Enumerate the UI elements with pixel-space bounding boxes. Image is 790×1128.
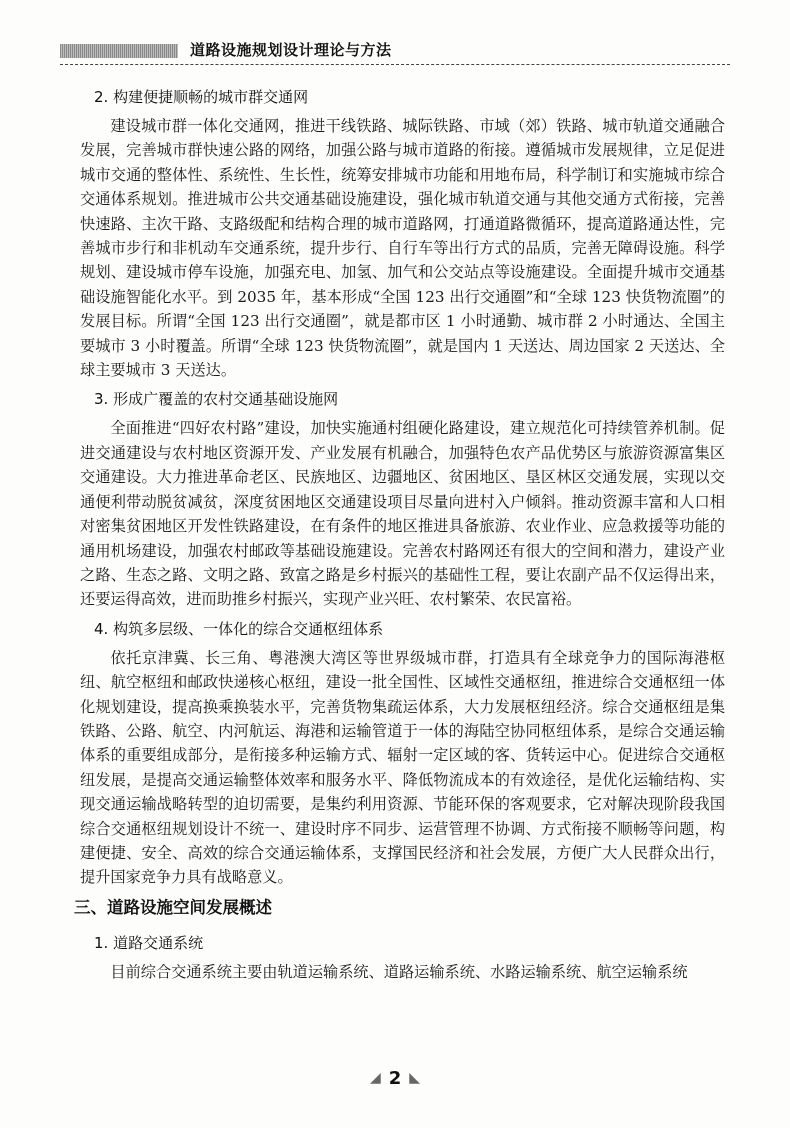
header-divider xyxy=(60,64,730,65)
section-title-part3: 三、道路设施空间发展概述 xyxy=(74,897,272,917)
paragraph-rural-infrastructure: 全面推进“四好农村路”建设，加快实施通村组硬化路建设，建立规范化可持续管养机制。促进交通建设与农村地区资源开发、产业发展有机融合，加强特色农产品优势区与旅游资源富集区交通建设。大力推进革命老区、民族地区、边疆地区、贫困地区、垦区林区交通发展，实现以交通便利带动脱贫减贫，深度贫困地区交通建设项目尽量向进村入户倾斜。推动资源丰富和人口相对密集贫困地区开发性铁路建设，在有条件的地区推进具备旅游、农业作业、应急救援等功能的通用机场建设，加强农村邮政等基础设施建设。完善农村路网还有很大的空间和潜力，建设产业之路、生态之路、文明之路、致富之路是乡村振兴的基础性工程，要让农副产品不仅运得出来，还要运得高效，进而助推乡村振兴，实现产业兴旺、农村繁荣、农民富裕。 xyxy=(80,419,725,609)
subsection-heading-3: 3. 形成广覆盖的农村交通基础设施网 xyxy=(94,390,339,409)
paragraph-transport-hub-system: 依托京津冀、长三角、粤港澳大湾区等世界级城市群，打造具有全球竞争力的国际海港枢纽、航空枢纽和邮政快递核心枢纽，建设一批全国性、区域性交通枢纽，推进综合交通枢纽一体化规划建设，提高换乘换装水平，完善货物集疏运体系，大力发展枢纽经济。综合交通枢纽是集铁路、公路、航空、内河航运、海港和运输管道于一体的海陆空协同枢纽体系，是综合交通运输体系的重要组成部分，是衔接多种运输方式、辐射一定区域的客、货转运中心。促进综合交通枢纽发展，是提高交通运输整体效率和服务水平、降低物流成本的有效途径，是优化运输结构、实现交通运输战略转型的迫切需要，是集约利用资源、节能环保的客观要求，它对解决现阶段我国综合交通枢纽规划设计不统一、建设时序不同步、运营管理不协调、方式衔接不顺畅等问题，构建便捷、安全、高效的综合交通运输体系，支撑国民经济和社会发展，方便广大人民群众出行，提升国家竞争力具有战略意义。 xyxy=(80,648,725,887)
running-header-title: 道路设施规划设计理论与方法 xyxy=(190,41,392,59)
page-body xyxy=(74,86,725,990)
left-triangle-icon: ◢ xyxy=(369,1070,381,1086)
paragraph-road-system: 目前综合交通系统主要由轨道运输系统、道路运输系统、水路运输系统、航空运输系统 xyxy=(110,962,688,981)
page-footer xyxy=(0,1068,790,1089)
paragraph-urban-cluster-network: 建设城市群一体化交通网，推进干线铁路、城际铁路、市域（郊）铁路、城市轨道交通融合发展，完善城市群快速公路的网络，加强公路与城市道路的衔接。遵循城市发展规律，立足促进城市交通的整体性、系统性、生长性，统筹安排城市功能和用地布局，科学制订和实施城市综合交通体系规划。推进城市公共交通基础设施建设，强化城市轨道交通与其他交通方式衔接，完善快速路、主次干路、支路级配和结构合理的城市道路网，打通道路微循环，提高道路通达性，完善城市步行和非机动车交通系统，提升步行、自行车等出行方式的品质，完善无障碍设施。科学规划、建设城市停车设施，加强充电、加氢、加气和公交站点等设施建设。全面提升城市交通基础设施智能化水平。到 2035 年，基本形成“全国 123 出行交通圈”和“全球 123 快货物流圈”的发展目标。所谓“全国 123 出行交通圈”，就是都市区 1 小时通勤、城市群 2 小时通达、全国主要城市 3 小时覆盖。所谓“全球 123 快货物流圈”，就是国内 1 天送达、周边国家 2 天送达、全球主要城市 3 天送达。 xyxy=(80,117,725,380)
subsection-heading-road-system: 1. 道路交通系统 xyxy=(94,933,204,952)
page-number: 2 xyxy=(388,1068,402,1089)
subsection-heading-4: 4. 构筑多层级、一体化的综合交通枢纽体系 xyxy=(94,619,384,638)
right-triangle-icon: ◣ xyxy=(409,1070,421,1086)
subsection-heading-2: 2. 构建便捷顺畅的城市群交通网 xyxy=(94,88,309,106)
header-decoration-band xyxy=(60,44,178,58)
